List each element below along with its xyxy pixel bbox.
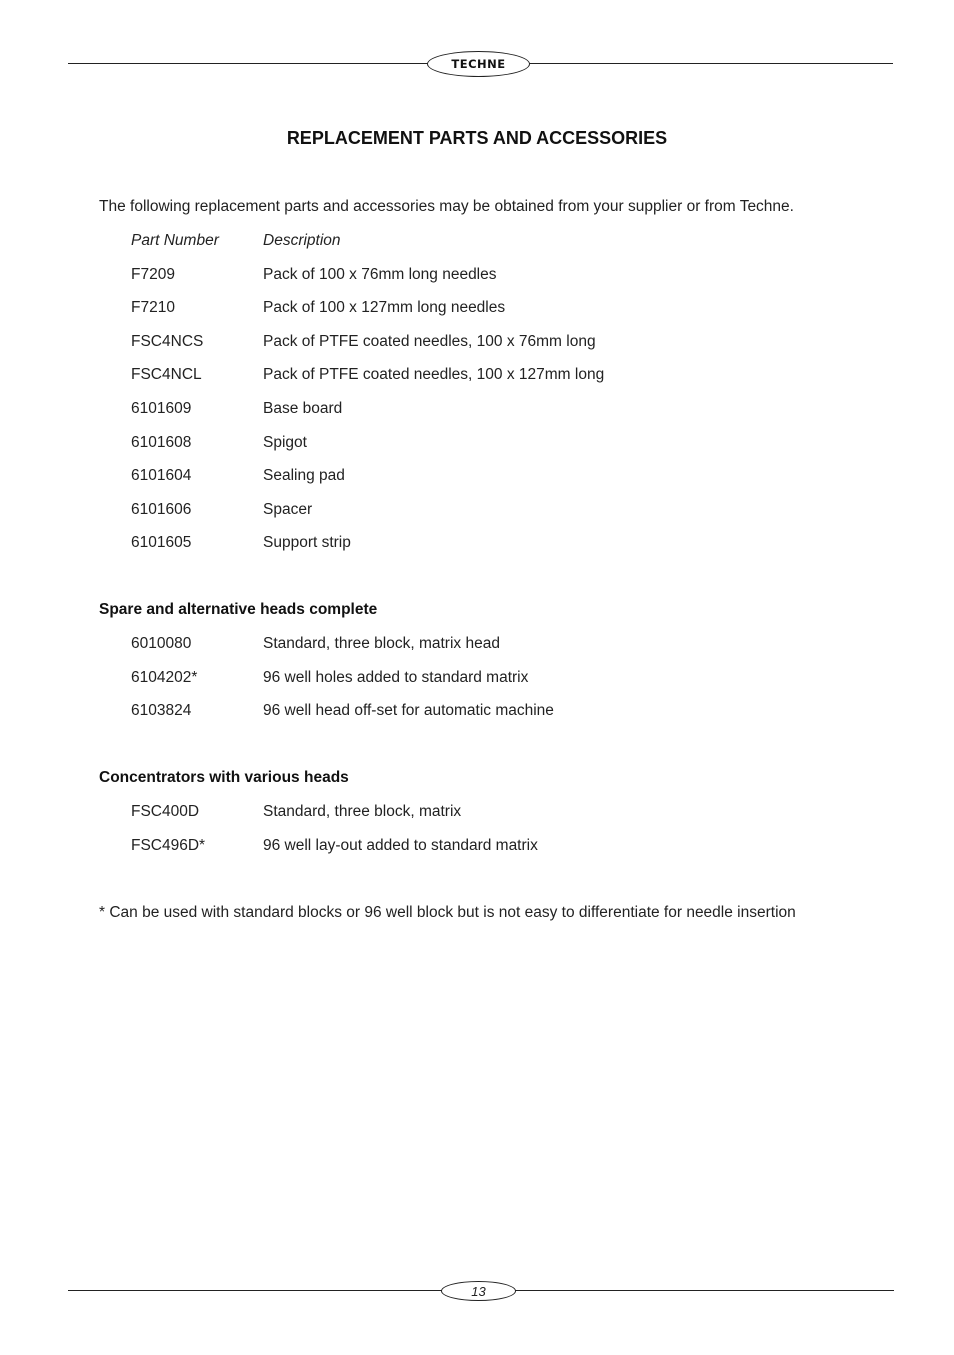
heads-section-heading: Spare and alternative heads complete [99,601,378,618]
part-description: Base board [263,400,343,417]
part-description: Pack of 100 x 76mm long needles [263,266,497,283]
techne-logo: TECHNE [427,51,530,77]
part-number: F7210 [131,299,175,316]
part-number: FSC4NCS [131,333,204,350]
part-number: F7209 [131,266,175,283]
intro-paragraph: The following replacement parts and accessories may be obtained from your supplier or from Techne. [99,198,794,215]
part-description: Support strip [263,534,351,551]
part-description: Standard, three block, matrix head [263,635,500,652]
part-description: Sealing pad [263,467,345,484]
part-description: Spacer [263,501,313,518]
description-column-header: Description [263,232,341,249]
concentrators-section-heading: Concentrators with various heads [99,769,349,786]
part-number: 6101605 [131,534,192,551]
part-number-column-header: Part Number [131,232,219,249]
footnote: * Can be used with standard blocks or 96 well block but is not easy to differentiate for needle insertion [99,904,796,921]
part-number: 6101609 [131,400,192,417]
page-title: REPLACEMENT PARTS AND ACCESSORIES [286,128,668,148]
page-number-badge [441,1281,516,1301]
part-description: Pack of PTFE coated needles, 100 x 127mm long [263,366,605,383]
part-number: 6101604 [131,467,192,484]
part-number: FSC496D* [131,837,206,854]
part-description: 96 well lay-out added to standard matrix [263,837,538,854]
part-description: Pack of 100 x 127mm long needles [263,299,506,316]
part-description: Spigot [263,434,307,451]
part-number: 6104202* [131,669,198,686]
part-number: FSC4NCL [131,366,202,383]
part-number: 6103824 [131,702,192,719]
part-number: 6010080 [131,635,192,652]
part-description: 96 well holes added to standard matrix [263,669,529,686]
part-number: FSC400D [131,803,200,820]
part-description: Standard, three block, matrix [263,803,462,820]
part-description: 96 well head off-set for automatic machine [263,702,554,719]
part-number: 6101606 [131,501,192,518]
part-description: Pack of PTFE coated needles, 100 x 76mm long [263,333,596,350]
part-number: 6101608 [131,434,192,451]
page-number: 13 [471,1283,486,1299]
